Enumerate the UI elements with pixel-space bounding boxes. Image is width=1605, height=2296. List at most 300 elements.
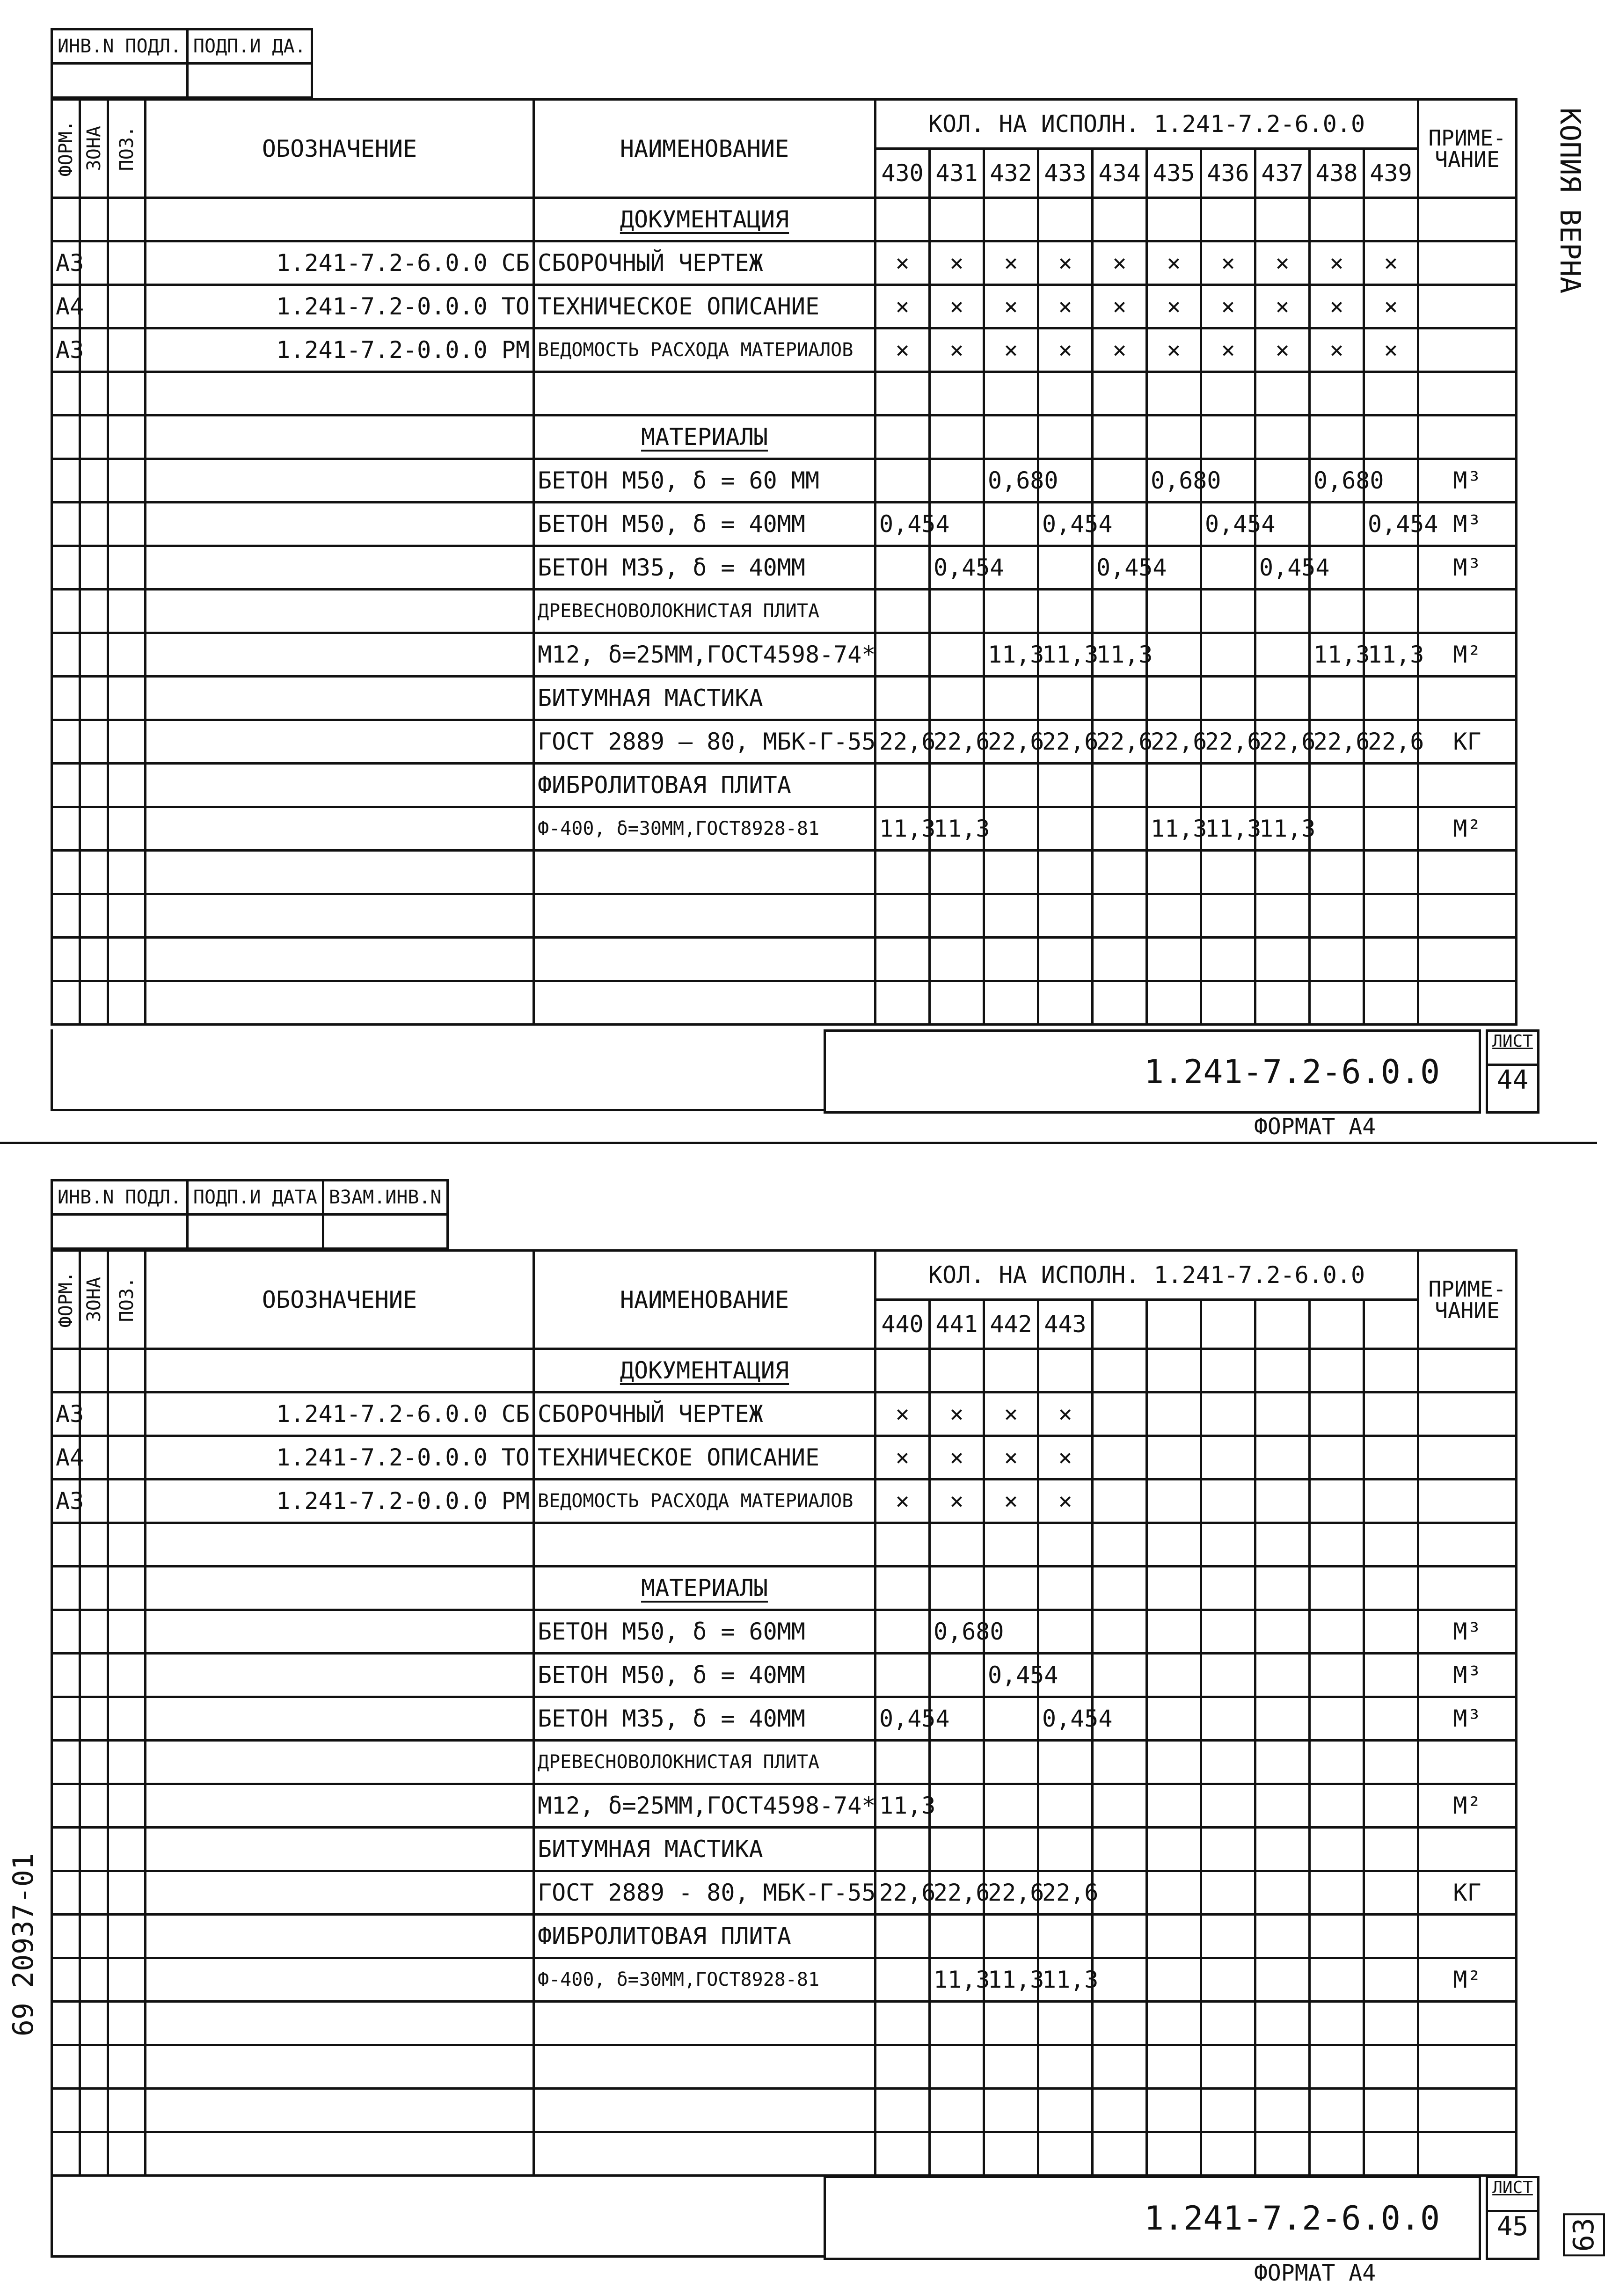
- table-row: [52, 1567, 1517, 1610]
- blank-cell: [1147, 981, 1201, 1025]
- blank-cell: [1418, 938, 1517, 981]
- blank-cell: [1418, 372, 1517, 415]
- blank-cell: [108, 2002, 146, 2045]
- blank-cell: [146, 2132, 534, 2176]
- blank-cell: [52, 2089, 80, 2132]
- blank-cell: [1147, 938, 1201, 981]
- table-row: [52, 241, 1517, 285]
- name-cell: ГОСТ 2889 - 80, МБК-Г-55: [534, 1871, 875, 1915]
- blank-cell: [1364, 1349, 1418, 1392]
- sheet-44: [0, 0, 1597, 1142]
- section-heading: ДОКУМЕНТАЦИЯ: [534, 1349, 875, 1392]
- blank-cell: [52, 2132, 80, 2176]
- table-row: [52, 1958, 1517, 2002]
- quantity-cell: 0,454: [1093, 546, 1147, 590]
- quantity-cell: [1038, 546, 1093, 590]
- blank-cell: [930, 938, 984, 981]
- blank-cell: [930, 2045, 984, 2089]
- zone-cell: [80, 1610, 108, 1654]
- zone-cell: [80, 328, 108, 372]
- blank-cell: [875, 372, 930, 415]
- header-variant-col: [1201, 1300, 1255, 1349]
- quantity-cell: [1038, 1741, 1093, 1784]
- note-cell: М²: [1418, 1958, 1517, 2002]
- name-cell: БЕТОН М35, δ = 40ММ: [534, 546, 875, 590]
- zone-cell: [80, 1741, 108, 1784]
- designation-cell: [146, 1828, 534, 1871]
- blank-cell: [80, 1349, 108, 1392]
- quantity-cell: 0,454: [930, 546, 984, 590]
- blank-cell: [1364, 2002, 1418, 2045]
- header-text: ФОРМ.: [55, 120, 77, 177]
- name-cell: ТЕХНИЧЕСКОЕ ОПИСАНИЕ: [534, 1436, 875, 1480]
- blank-cell: [930, 981, 984, 1025]
- format-label: ФОРМАТ А4: [1254, 2260, 1376, 2286]
- quantity-cell: [1147, 677, 1201, 720]
- quantity-cell: 11,3: [1310, 633, 1364, 677]
- stamp-blank-cell: [187, 1215, 323, 1249]
- table-row: [52, 503, 1517, 546]
- included-mark: ×: [1038, 241, 1093, 285]
- blank-cell: [52, 198, 80, 241]
- designation-cell: [146, 503, 534, 546]
- quantity-cell: [1201, 764, 1255, 807]
- title-band: [51, 2176, 826, 2258]
- header-variant-col: 436: [1201, 149, 1255, 198]
- blank-cell: [1310, 2132, 1364, 2176]
- blank-cell: [1201, 198, 1255, 241]
- quantity-cell: [1147, 1392, 1201, 1436]
- blank-cell: [1201, 2089, 1255, 2132]
- included-mark: ×: [1201, 241, 1255, 285]
- form-cell: А3: [52, 241, 80, 285]
- note-cell: [1418, 677, 1517, 720]
- blank-cell: [1038, 1523, 1093, 1567]
- quantity-cell: [1093, 807, 1147, 851]
- blank-cell: [875, 2132, 930, 2176]
- included-mark: ×: [1310, 241, 1364, 285]
- quantity-cell: 22,6: [875, 720, 930, 764]
- quantity-cell: 22,6: [984, 1871, 1038, 1915]
- quantity-cell: [1093, 1958, 1147, 2002]
- blank-cell: [1038, 2045, 1093, 2089]
- quantity-cell: [1310, 807, 1364, 851]
- quantity-cell: [1364, 1480, 1418, 1523]
- pos-cell: [108, 1654, 146, 1697]
- name-cell: Ф-400, δ=30ММ,ГОСТ8928-81: [534, 807, 875, 851]
- quantity-cell: [875, 677, 930, 720]
- blank-cell: [1038, 2002, 1093, 2045]
- form-cell: [52, 764, 80, 807]
- zone-cell: [80, 1654, 108, 1697]
- header-note: ПРИМЕ- ЧАНИЕ: [1418, 100, 1517, 198]
- header-text: ЗОНА: [83, 1277, 105, 1322]
- blank-cell: [1310, 372, 1364, 415]
- header-qty: КОЛ. НА ИСПОЛН. 1.241-7.2-6.0.0: [875, 1251, 1418, 1300]
- blank-cell: [875, 198, 930, 241]
- quantity-cell: [1255, 1871, 1310, 1915]
- note-cell: М³: [1418, 503, 1517, 546]
- designation-cell: [146, 677, 534, 720]
- archive-number: 20937-01: [7, 1853, 40, 1988]
- quantity-cell: [1310, 1784, 1364, 1828]
- blank-cell: [984, 415, 1038, 459]
- quantity-cell: 0,454: [1038, 1697, 1093, 1741]
- zone-cell: [80, 720, 108, 764]
- included-mark: ×: [875, 285, 930, 328]
- designation-cell: 1.241-7.2-6.0.0 СБ: [146, 241, 534, 285]
- blank-cell: [108, 2045, 146, 2089]
- quantity-cell: [875, 1654, 930, 1697]
- blank-cell: [80, 415, 108, 459]
- quantity-cell: 0,454: [1255, 546, 1310, 590]
- quantity-cell: [930, 677, 984, 720]
- document-code: 1.241-7.2-6.0.0: [1144, 2199, 1440, 2238]
- blank-cell: [1038, 1349, 1093, 1392]
- quantity-cell: 22,6: [1255, 720, 1310, 764]
- blank-cell: [1093, 2089, 1147, 2132]
- blank-cell: [1255, 1349, 1310, 1392]
- blank-cell: [1093, 894, 1147, 938]
- blank-cell: [930, 372, 984, 415]
- blank-cell: [930, 2089, 984, 2132]
- header-variant-col: 435: [1147, 149, 1201, 198]
- quantity-cell: [1310, 1610, 1364, 1654]
- blank-cell: [875, 981, 930, 1025]
- quantity-cell: [1255, 1741, 1310, 1784]
- included-mark: ×: [1364, 285, 1418, 328]
- note-cell: М²: [1418, 807, 1517, 851]
- blank-cell: [1093, 2045, 1147, 2089]
- quantity-cell: [1038, 677, 1093, 720]
- quantity-cell: [930, 1828, 984, 1871]
- blank-cell: [1201, 1523, 1255, 1567]
- pos-cell: [108, 1610, 146, 1654]
- designation-cell: [146, 1958, 534, 2002]
- blank-cell: [1255, 2132, 1310, 2176]
- quantity-cell: [1255, 1784, 1310, 1828]
- blank-cell: [1310, 1567, 1364, 1610]
- header-designation: ОБОЗНАЧЕНИЕ: [146, 1251, 534, 1349]
- blank-cell: [146, 372, 534, 415]
- blank-cell: [52, 894, 80, 938]
- blank-cell: [930, 198, 984, 241]
- quantity-cell: [1147, 1741, 1201, 1784]
- quantity-cell: 0,680: [930, 1610, 984, 1654]
- included-mark: ×: [930, 328, 984, 372]
- zone-cell: [80, 503, 108, 546]
- quantity-cell: [1147, 1436, 1201, 1480]
- blank-cell: [1147, 2132, 1201, 2176]
- quantity-cell: [1310, 1741, 1364, 1784]
- quantity-cell: [1364, 1741, 1418, 1784]
- quantity-cell: [875, 1828, 930, 1871]
- blank-cell: [1364, 198, 1418, 241]
- included-mark: ×: [1147, 241, 1201, 285]
- sheet-45: [0, 1146, 1597, 2296]
- stamp-blank-cell: [323, 1215, 447, 1249]
- header-variant-col: 439: [1364, 149, 1418, 198]
- quantity-cell: [984, 1741, 1038, 1784]
- blank-cell: [146, 894, 534, 938]
- quantity-cell: 22,6: [1093, 720, 1147, 764]
- blank-cell: [534, 372, 875, 415]
- quantity-cell: [1310, 1392, 1364, 1436]
- table-row: [52, 1523, 1517, 1567]
- quantity-cell: [1201, 1480, 1255, 1523]
- pos-cell: [108, 1436, 146, 1480]
- header-zone: [80, 1251, 108, 1349]
- included-mark: ×: [930, 1436, 984, 1480]
- quantity-cell: [1201, 1610, 1255, 1654]
- blank-cell: [1093, 1349, 1147, 1392]
- blank-cell: [1147, 198, 1201, 241]
- included-mark: ×: [930, 285, 984, 328]
- table-row: [52, 1828, 1517, 1871]
- form-cell: [52, 633, 80, 677]
- blank-cell: [1201, 2045, 1255, 2089]
- blank-cell: [984, 2002, 1038, 2045]
- table-row: [52, 1915, 1517, 1958]
- blank-cell: [1418, 1523, 1517, 1567]
- blank-cell: [875, 415, 930, 459]
- name-cell: ГОСТ 2889 — 80, МБК-Г-55: [534, 720, 875, 764]
- table-row: [52, 1697, 1517, 1741]
- pos-cell: [108, 459, 146, 503]
- included-mark: ×: [875, 1480, 930, 1523]
- header-note: ПРИМЕ- ЧАНИЕ: [1418, 1251, 1517, 1349]
- designation-cell: [146, 1697, 534, 1741]
- sheet-label: ЛИСТ: [1488, 2178, 1537, 2212]
- quantity-cell: [1310, 677, 1364, 720]
- quantity-cell: [984, 764, 1038, 807]
- header-variant-col: 440: [875, 1300, 930, 1349]
- header-variant-col: 442: [984, 1300, 1038, 1349]
- quantity-cell: 22,6: [1310, 720, 1364, 764]
- included-mark: ×: [1364, 328, 1418, 372]
- blank-cell: [1418, 894, 1517, 938]
- quantity-cell: [1255, 1436, 1310, 1480]
- blank-cell: [1418, 2002, 1517, 2045]
- header-text: ФОРМ.: [55, 1271, 77, 1328]
- blank-cell: [108, 2132, 146, 2176]
- zone-cell: [80, 285, 108, 328]
- quantity-cell: [1255, 1697, 1310, 1741]
- approval-stamp: [51, 1179, 449, 1250]
- quantity-cell: 11,3: [930, 807, 984, 851]
- title-band: [51, 1029, 826, 1111]
- quantity-cell: [1093, 1784, 1147, 1828]
- blank-cell: [1310, 2045, 1364, 2089]
- name-cell: БЕТОН М35, δ = 40ММ: [534, 1697, 875, 1741]
- quantity-cell: [1201, 1784, 1255, 1828]
- blank-cell: [1147, 2089, 1201, 2132]
- blank-cell: [108, 981, 146, 1025]
- quantity-cell: [1201, 1958, 1255, 2002]
- blank-cell: [146, 2045, 534, 2089]
- stamp-blank-cell: [52, 1215, 188, 1249]
- included-mark: ×: [1038, 1436, 1093, 1480]
- quantity-cell: [1364, 1654, 1418, 1697]
- blank-cell: [1038, 372, 1093, 415]
- pos-cell: [108, 720, 146, 764]
- designation-cell: [146, 764, 534, 807]
- quantity-cell: [875, 1915, 930, 1958]
- table-row: [52, 851, 1517, 894]
- included-mark: ×: [984, 328, 1038, 372]
- quantity-cell: [1310, 1915, 1364, 1958]
- blank-cell: [1255, 894, 1310, 938]
- quantity-cell: [1364, 590, 1418, 633]
- blank-cell: [1201, 981, 1255, 1025]
- note-cell: [1418, 1480, 1517, 1523]
- form-cell: [52, 546, 80, 590]
- blank-cell: [1147, 1567, 1201, 1610]
- blank-cell: [80, 2002, 108, 2045]
- quantity-cell: [1364, 1828, 1418, 1871]
- blank-cell: [984, 851, 1038, 894]
- quantity-cell: 22,6: [1364, 720, 1418, 764]
- header-form: [52, 1251, 80, 1349]
- table-row: [52, 764, 1517, 807]
- name-cell: БИТУМНАЯ МАСТИКА: [534, 677, 875, 720]
- quantity-cell: [875, 764, 930, 807]
- quantity-cell: [1038, 1828, 1093, 1871]
- blank-cell: [534, 1523, 875, 1567]
- form-cell: А4: [52, 1436, 80, 1480]
- note-cell: [1418, 590, 1517, 633]
- table-row: [52, 2132, 1517, 2176]
- blank-cell: [1093, 372, 1147, 415]
- blank-cell: [984, 2132, 1038, 2176]
- blank-cell: [1418, 2089, 1517, 2132]
- blank-cell: [1255, 981, 1310, 1025]
- table-row: [52, 2089, 1517, 2132]
- name-cell: БЕТОН М50, δ = 60ММ: [534, 1610, 875, 1654]
- quantity-cell: [875, 590, 930, 633]
- name-cell: М12, δ=25ММ,ГОСТ4598-74*: [534, 1784, 875, 1828]
- blank-cell: [930, 894, 984, 938]
- included-mark: ×: [875, 241, 930, 285]
- blank-cell: [1093, 851, 1147, 894]
- quantity-cell: [1364, 1784, 1418, 1828]
- included-mark: ×: [875, 1392, 930, 1436]
- pos-cell: [108, 1480, 146, 1523]
- table-row: [52, 415, 1517, 459]
- header-text: ПОЗ.: [116, 126, 138, 171]
- blank-cell: [1364, 2089, 1418, 2132]
- blank-cell: [52, 372, 80, 415]
- quantity-cell: [1201, 1871, 1255, 1915]
- quantity-cell: [1255, 459, 1310, 503]
- quantity-cell: [1364, 807, 1418, 851]
- quantity-cell: [1201, 1654, 1255, 1697]
- zone-cell: [80, 1871, 108, 1915]
- blank-cell: [1418, 1567, 1517, 1610]
- designation-cell: [146, 1741, 534, 1784]
- quantity-cell: [1093, 1436, 1147, 1480]
- quantity-cell: [1147, 1828, 1201, 1871]
- quantity-cell: [930, 764, 984, 807]
- quantity-cell: [875, 546, 930, 590]
- quantity-cell: [1093, 1741, 1147, 1784]
- quantity-cell: [1310, 1697, 1364, 1741]
- quantity-cell: 11,3: [1255, 807, 1310, 851]
- included-mark: ×: [1201, 285, 1255, 328]
- quantity-cell: [1364, 1436, 1418, 1480]
- pos-cell: [108, 590, 146, 633]
- note-cell: М³: [1418, 546, 1517, 590]
- quantity-cell: [1310, 1436, 1364, 1480]
- table-row: [52, 981, 1517, 1025]
- form-cell: А3: [52, 1392, 80, 1436]
- title-block: [824, 1029, 1481, 1114]
- table-row: [52, 372, 1517, 415]
- zone-cell: [80, 241, 108, 285]
- quantity-cell: [984, 1915, 1038, 1958]
- quantity-cell: [1364, 677, 1418, 720]
- header-variant-col: 437: [1255, 149, 1310, 198]
- note-cell: М³: [1418, 1697, 1517, 1741]
- table-row: [52, 1654, 1517, 1697]
- quantity-cell: [1364, 1871, 1418, 1915]
- included-mark: ×: [984, 285, 1038, 328]
- blank-cell: [534, 2132, 875, 2176]
- blank-cell: [1147, 851, 1201, 894]
- quantity-cell: [1038, 1784, 1093, 1828]
- quantity-cell: [1310, 1828, 1364, 1871]
- blank-cell: [875, 2089, 930, 2132]
- included-mark: ×: [984, 1392, 1038, 1436]
- table-row: [52, 1436, 1517, 1480]
- blank-cell: [1201, 1567, 1255, 1610]
- blank-cell: [52, 1523, 80, 1567]
- name-cell: Ф-400, δ=30ММ,ГОСТ8928-81: [534, 1958, 875, 2002]
- table-row: [52, 1480, 1517, 1523]
- blank-cell: [984, 894, 1038, 938]
- blank-cell: [80, 198, 108, 241]
- quantity-cell: 11,3: [984, 1958, 1038, 2002]
- quantity-cell: [1038, 807, 1093, 851]
- included-mark: ×: [1038, 1392, 1093, 1436]
- form-cell: [52, 720, 80, 764]
- stamp-blank-cell: [187, 64, 312, 98]
- table-row: [52, 807, 1517, 851]
- zone-cell: [80, 546, 108, 590]
- table-row: [52, 2002, 1517, 2045]
- blank-cell: [1147, 415, 1201, 459]
- blank-cell: [1255, 851, 1310, 894]
- note-cell: КГ: [1418, 720, 1517, 764]
- quantity-cell: [1147, 1610, 1201, 1654]
- quantity-cell: [984, 1784, 1038, 1828]
- note-cell: [1418, 764, 1517, 807]
- quantity-cell: [875, 1610, 930, 1654]
- blank-cell: [1364, 851, 1418, 894]
- table-row: [52, 677, 1517, 720]
- quantity-cell: [1093, 1610, 1147, 1654]
- blank-cell: [984, 2045, 1038, 2089]
- included-mark: ×: [1255, 285, 1310, 328]
- blank-cell: [1310, 851, 1364, 894]
- header-variant-col: [1147, 1300, 1201, 1349]
- blank-cell: [52, 1349, 80, 1392]
- included-mark: ×: [1255, 328, 1310, 372]
- blank-cell: [146, 851, 534, 894]
- blank-cell: [146, 198, 534, 241]
- pos-cell: [108, 807, 146, 851]
- blank-cell: [1255, 2089, 1310, 2132]
